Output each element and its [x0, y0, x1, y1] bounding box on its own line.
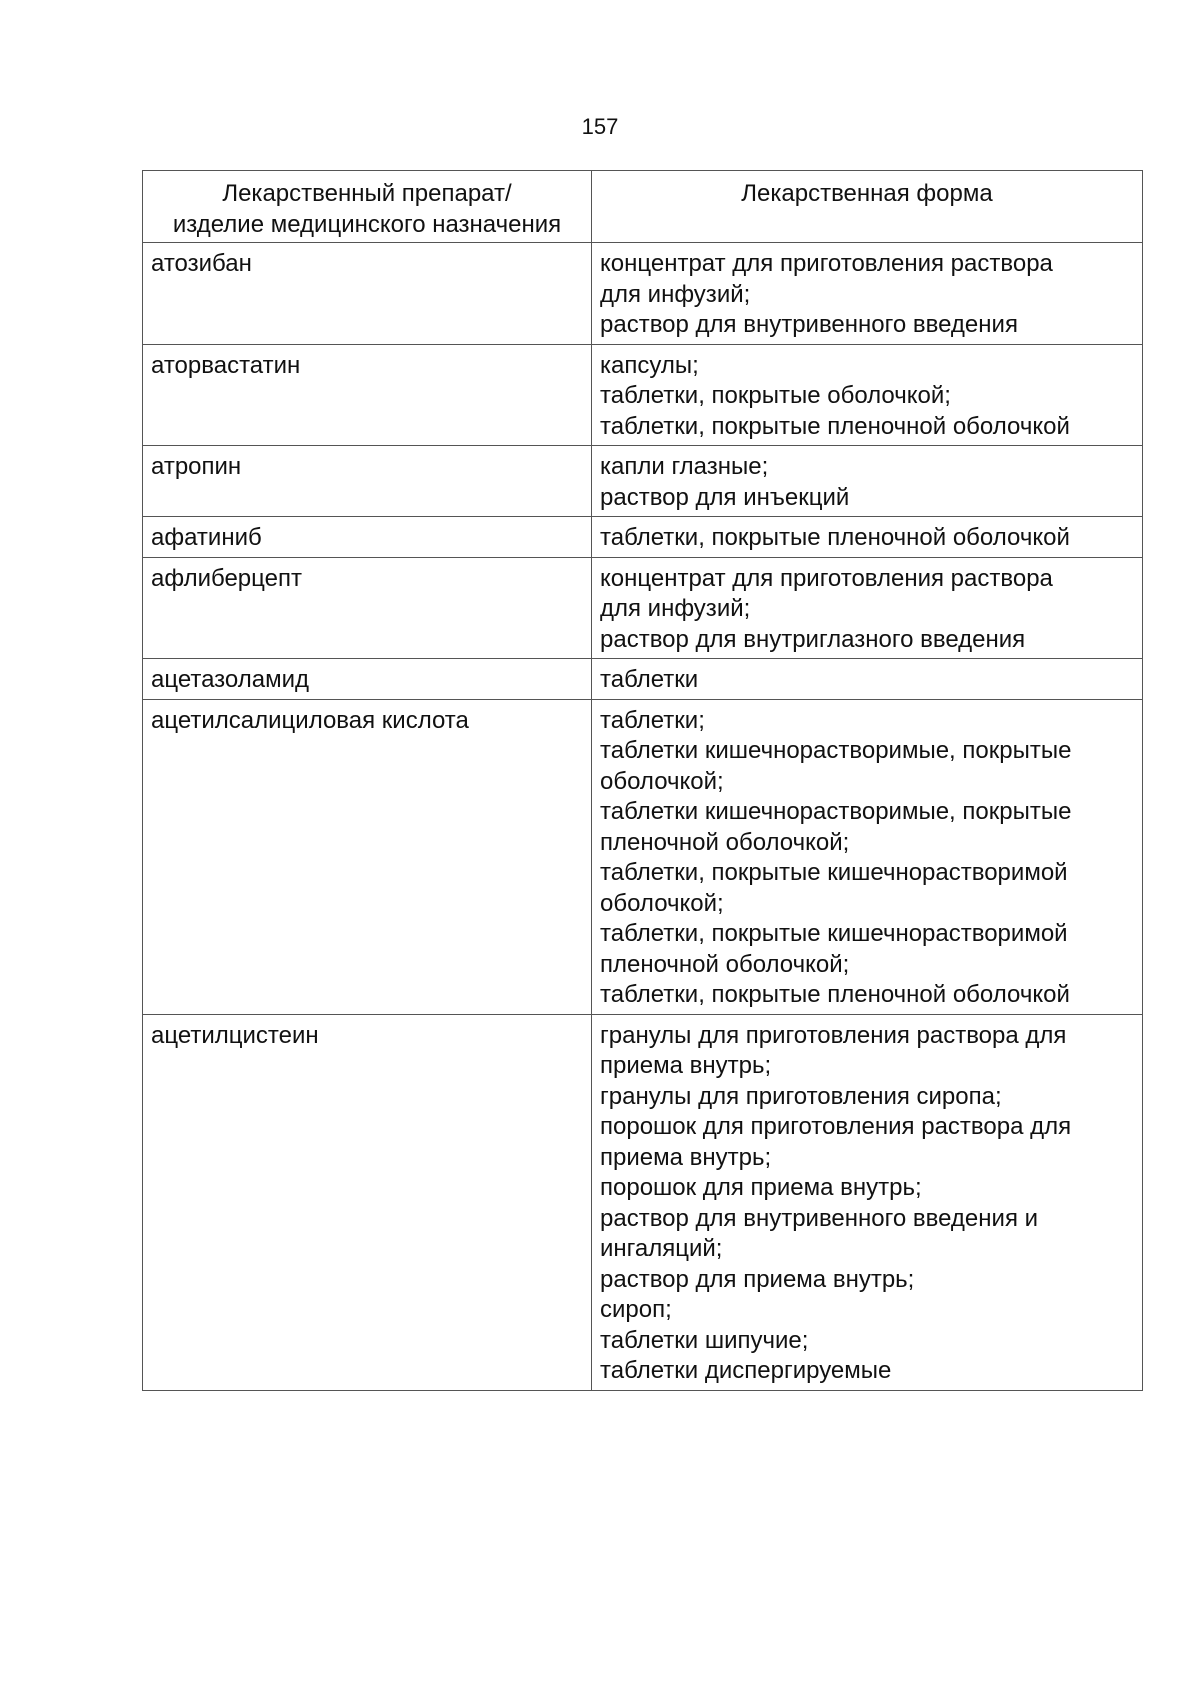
dosage-form-line: раствор для приема внутрь; — [600, 1265, 915, 1293]
dosage-form-cell — [592, 1014, 1143, 1390]
dosage-form-line: таблетки шипучие; — [600, 1326, 809, 1354]
dosage-form-line: раствор для внутривенного введения — [600, 311, 1018, 338]
table-row — [143, 1014, 1143, 1390]
dosage-form-line: приема внутрь; — [600, 1143, 772, 1171]
drug-name-cell: афатиниб — [143, 517, 592, 558]
drug-name-cell: ацетилсалициловая кислота — [143, 699, 592, 1014]
dosage-form-line: сироп; — [600, 1296, 672, 1323]
dosage-form-cell — [592, 659, 1143, 700]
dosage-form-line: оболочкой; — [600, 767, 724, 795]
dosage-form-line: таблетки диспергируемые — [600, 1357, 892, 1384]
dosage-form-line: пленочной оболочкой; — [600, 950, 850, 978]
drug-name-cell: афлиберцепт — [143, 557, 592, 659]
dosage-form-line: таблетки кишечнорастворимые, покрытые — [600, 737, 1072, 764]
drug-forms-table — [142, 170, 1143, 1391]
dosage-form-line: гранулы для приготовления сиропа; — [600, 1082, 1002, 1110]
dosage-form-line: таблетки, покрытые кишечнорастворимой — [600, 920, 1068, 947]
dosage-form-line: пленочной оболочкой; — [600, 828, 850, 856]
dosage-form-line: порошок для приготовления раствора для — [600, 1113, 1072, 1140]
dosage-form-line: таблетки, покрытые кишечнорастворимой — [600, 859, 1068, 886]
dosage-form-cell — [592, 344, 1143, 446]
dosage-form-cell — [592, 557, 1143, 659]
dosage-form-line: капсулы; — [600, 351, 699, 379]
dosage-form-line: для инфузий; — [600, 280, 751, 308]
dosage-form-line: капли глазные; — [600, 453, 769, 480]
page-number: 157 — [581, 114, 619, 139]
table-row — [143, 243, 1143, 345]
table-row — [143, 659, 1143, 700]
table-row — [143, 557, 1143, 659]
table-header-row — [143, 171, 1143, 243]
table-row — [143, 699, 1143, 1014]
drug-name-cell: ацетилцистеин — [143, 1014, 592, 1390]
header-form: Лекарственная форма — [592, 171, 1143, 243]
dosage-form-line: раствор для инъекций — [600, 483, 850, 511]
drug-name-cell: аторвастатин — [143, 344, 592, 446]
drug-name-cell: атропин — [143, 446, 592, 517]
dosage-form-cell — [592, 446, 1143, 517]
dosage-form-line: гранулы для приготовления раствора для — [600, 1021, 1067, 1049]
header-drug-line-2: изделие медицинского назначения — [172, 210, 562, 238]
dosage-form-line: для инфузий; — [600, 595, 751, 622]
dosage-form-line: таблетки — [600, 666, 699, 693]
dosage-form-line: концентрат для приготовления раствора — [600, 564, 1053, 592]
table-row — [143, 517, 1143, 558]
dosage-form-line: таблетки кишечнорастворимые, покрытые — [600, 798, 1072, 825]
dosage-form-line: приема внутрь; — [600, 1052, 772, 1079]
drug-name-cell: атозибан — [143, 243, 592, 345]
header-drug-line-1: Лекарственный препарат/ — [222, 180, 512, 207]
table-row — [143, 344, 1143, 446]
dosage-form-line: раствор для внутриглазного введения — [600, 625, 1026, 653]
dosage-form-line: таблетки, покрытые пленочной оболочкой — [600, 981, 1070, 1008]
dosage-form-line: порошок для приема внутрь; — [600, 1174, 922, 1201]
dosage-form-cell — [592, 517, 1143, 558]
dosage-form-line: ингаляций; — [600, 1235, 723, 1262]
dosage-form-line: таблетки, покрытые оболочкой; — [600, 382, 951, 409]
drug-name-cell: ацетазоламид — [143, 659, 592, 700]
dosage-form-line: таблетки, покрытые пленочной оболочкой — [600, 412, 1070, 440]
dosage-form-line: таблетки, покрытые пленочной оболочкой — [600, 524, 1070, 551]
header-drug — [143, 171, 592, 243]
dosage-form-line: раствор для внутривенного введения и — [600, 1204, 1039, 1232]
dosage-form-line: таблетки; — [600, 706, 705, 734]
table-body — [143, 243, 1143, 1391]
dosage-form-line: концентрат для приготовления раствора — [600, 250, 1053, 277]
dosage-form-cell — [592, 243, 1143, 345]
dosage-form-cell — [592, 699, 1143, 1014]
table-row — [143, 446, 1143, 517]
dosage-form-line: оболочкой; — [600, 889, 724, 917]
